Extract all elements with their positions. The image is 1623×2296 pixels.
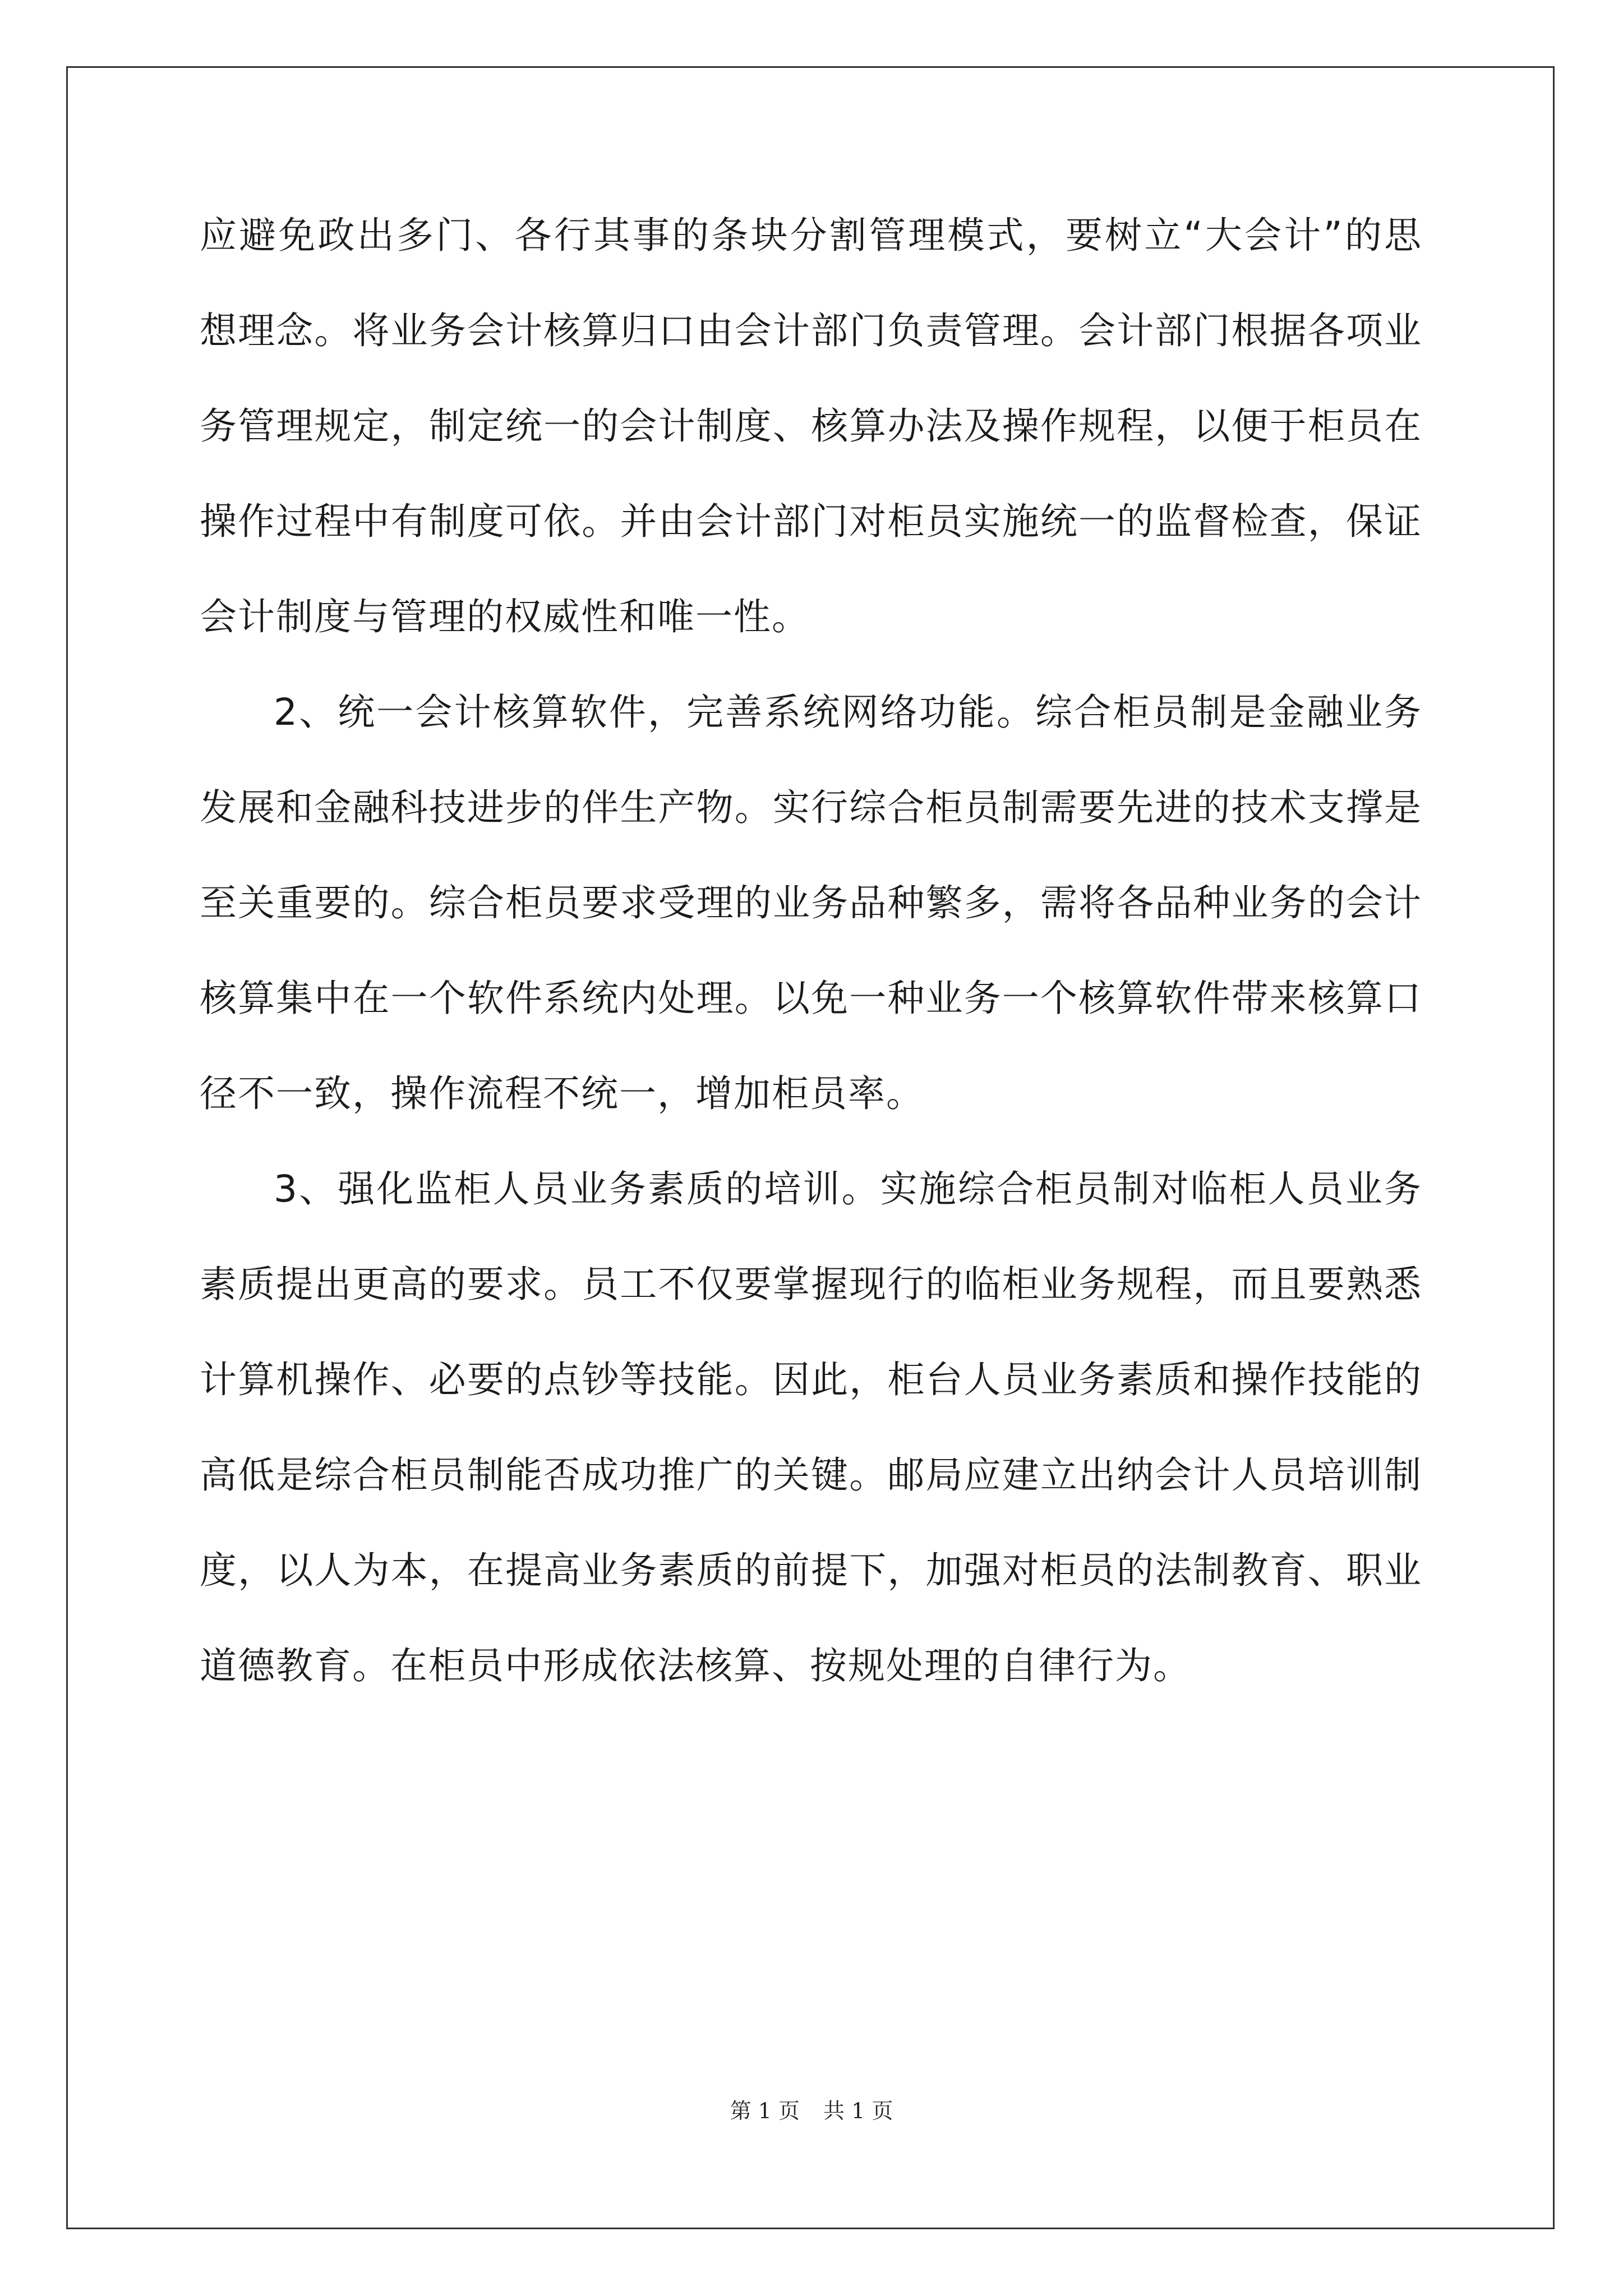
- page-footer: [0, 2093, 1623, 2124]
- document-body: [200, 188, 1422, 1714]
- paragraph-1: 应避免政出多门、各行其事的条块分割管理模式，要树立“大会计”的思想理念。将业务会计核算归口由会计部门负责管理。会计部门根据各项业务管理规定，制定统一的会计制度、核算办法及操作规程，以便于柜员在操作过程中有制度可依。并由会计部门对柜员实施统一的监督检查，保证会计制度与管理的权威性和唯一性。: [200, 214, 1422, 638]
- page-number: 第 1 页: [730, 2099, 800, 2123]
- page-total: 共 1 页: [823, 2099, 893, 2123]
- paragraph-3: 3、强化监柜人员业务素质的培训。实施综合柜员制对临柜人员业务素质提出更高的要求。员工不仅要掌握现行的临柜业务规程，而且要熟悉计算机操作、必要的点钞等技能。因此，柜台人员业务素质和操作技能的高低是综合柜员制能否成功推广的关键。邮局应建立出纳会计人员培训制度，以人为本，在提高业务素质的前提下，加强对柜员的法制教育、职业道德教育。在柜员中形成依法核算、按规处理的自律行为。: [200, 1167, 1422, 1687]
- paragraph-2: 2、统一会计核算软件，完善系统网络功能。综合柜员制是金融业务发展和金融科技进步的伴生产物。实行综合柜员制需要先进的技术支撑是至关重要的。综合柜员要求受理的业务品种繁多，需将各品种业务的会计核算集中在一个软件系统内处理。以免一种业务一个核算软件带来核算口径不一致，操作流程不统一，增加柜员率。: [200, 691, 1422, 1115]
